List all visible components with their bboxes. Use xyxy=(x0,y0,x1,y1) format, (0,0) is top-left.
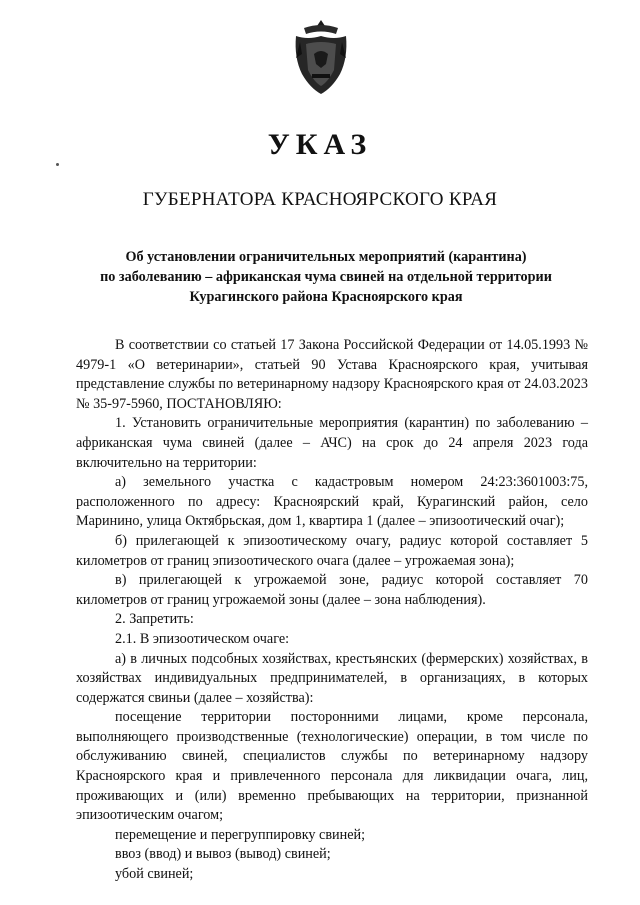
document-heading xyxy=(76,247,576,307)
document-body xyxy=(76,336,588,885)
paragraph-item-2-1a: а) в личных подсобных хозяйствах, крестьянских (фермерских) хозяйствах, в хозяйствах индивидуальных предпринимателей, в организациях, в которых содержатся свиньи (далее – хозяйства): xyxy=(76,650,588,706)
paragraph-item-1c: в) прилегающей к угрожаемой зоне, радиус которой составляет 70 километров от границ угрожаемой зоны (далее – зона наблюдения). xyxy=(76,572,588,608)
heading-line: Курагинского района Красноярского края xyxy=(189,289,463,305)
heading-line: Об установлении ограничительных мероприятий (карантина) xyxy=(125,249,527,265)
paragraph-item-2-1: 2.1. В эпизоотическом очаге: xyxy=(115,630,290,647)
paragraph-item-1a: а) земельного участка с кадастровым номером 24:23:3601003:75, расположенного по адресу: Красноярский край, Курагинский район, село Маринино, улица Октябрьская, дом 1, квартира 1 (далее – эпизоотический очаг); xyxy=(76,474,588,530)
document-subtitle: ГУБЕРНАТОРА КРАСНОЯРСКОГО КРАЯ xyxy=(142,189,498,210)
paragraph-prohibition-slaughter: убой свиней; xyxy=(115,866,194,883)
document-title: УКАЗ xyxy=(267,128,373,161)
heading-line: по заболеванию – африканская чума свиней на отдельной территории xyxy=(100,269,552,285)
paragraph-prohibition-visit: посещение территории посторонними лицами, кроме персонала, выполняющего производственные (технологические) операции, в том числе по обслуживанию свиней, специалистов службы по ветеринарному надзору Красноярского края и привлеченного персонала для ликвидации очага, лиц, проживающих и (или) временно пребывающих на территории, признанной эпизоотическим очагом; xyxy=(76,709,588,824)
paragraph-item-1: 1. Установить ограничительные мероприятия (карантин) по заболеванию – африканская чума свиней (далее – АЧС) на срок до 24 апреля 2023 года включительно на территории: xyxy=(76,415,588,471)
coat-of-arms-emblem xyxy=(292,18,350,96)
paragraph-item-1b: б) прилегающей к эпизоотическому очагу, радиус которой составляет 5 километров от границ эпизоотического очага (далее – угрожаемая зона); xyxy=(76,532,588,569)
paragraph-prohibition-move: перемещение и перегруппировку свиней; xyxy=(115,826,366,843)
paragraph-preamble: В соответствии со статьей 17 Закона Российской Федерации от 14.05.1993 № 4979-1 «О ветеринарии», статьей 90 Устава Красноярского края, учитывая представление службы по ветеринарному надзору Красноярского края от 24.03.2023 № 35-97-5960, ПОСТАНОВЛЯЮ: xyxy=(76,337,588,412)
paragraph-item-2: 2. Запретить: xyxy=(115,611,194,628)
scan-speck xyxy=(56,163,59,166)
paragraph-prohibition-import: ввоз (ввод) и вывоз (вывод) свиней; xyxy=(115,846,331,863)
